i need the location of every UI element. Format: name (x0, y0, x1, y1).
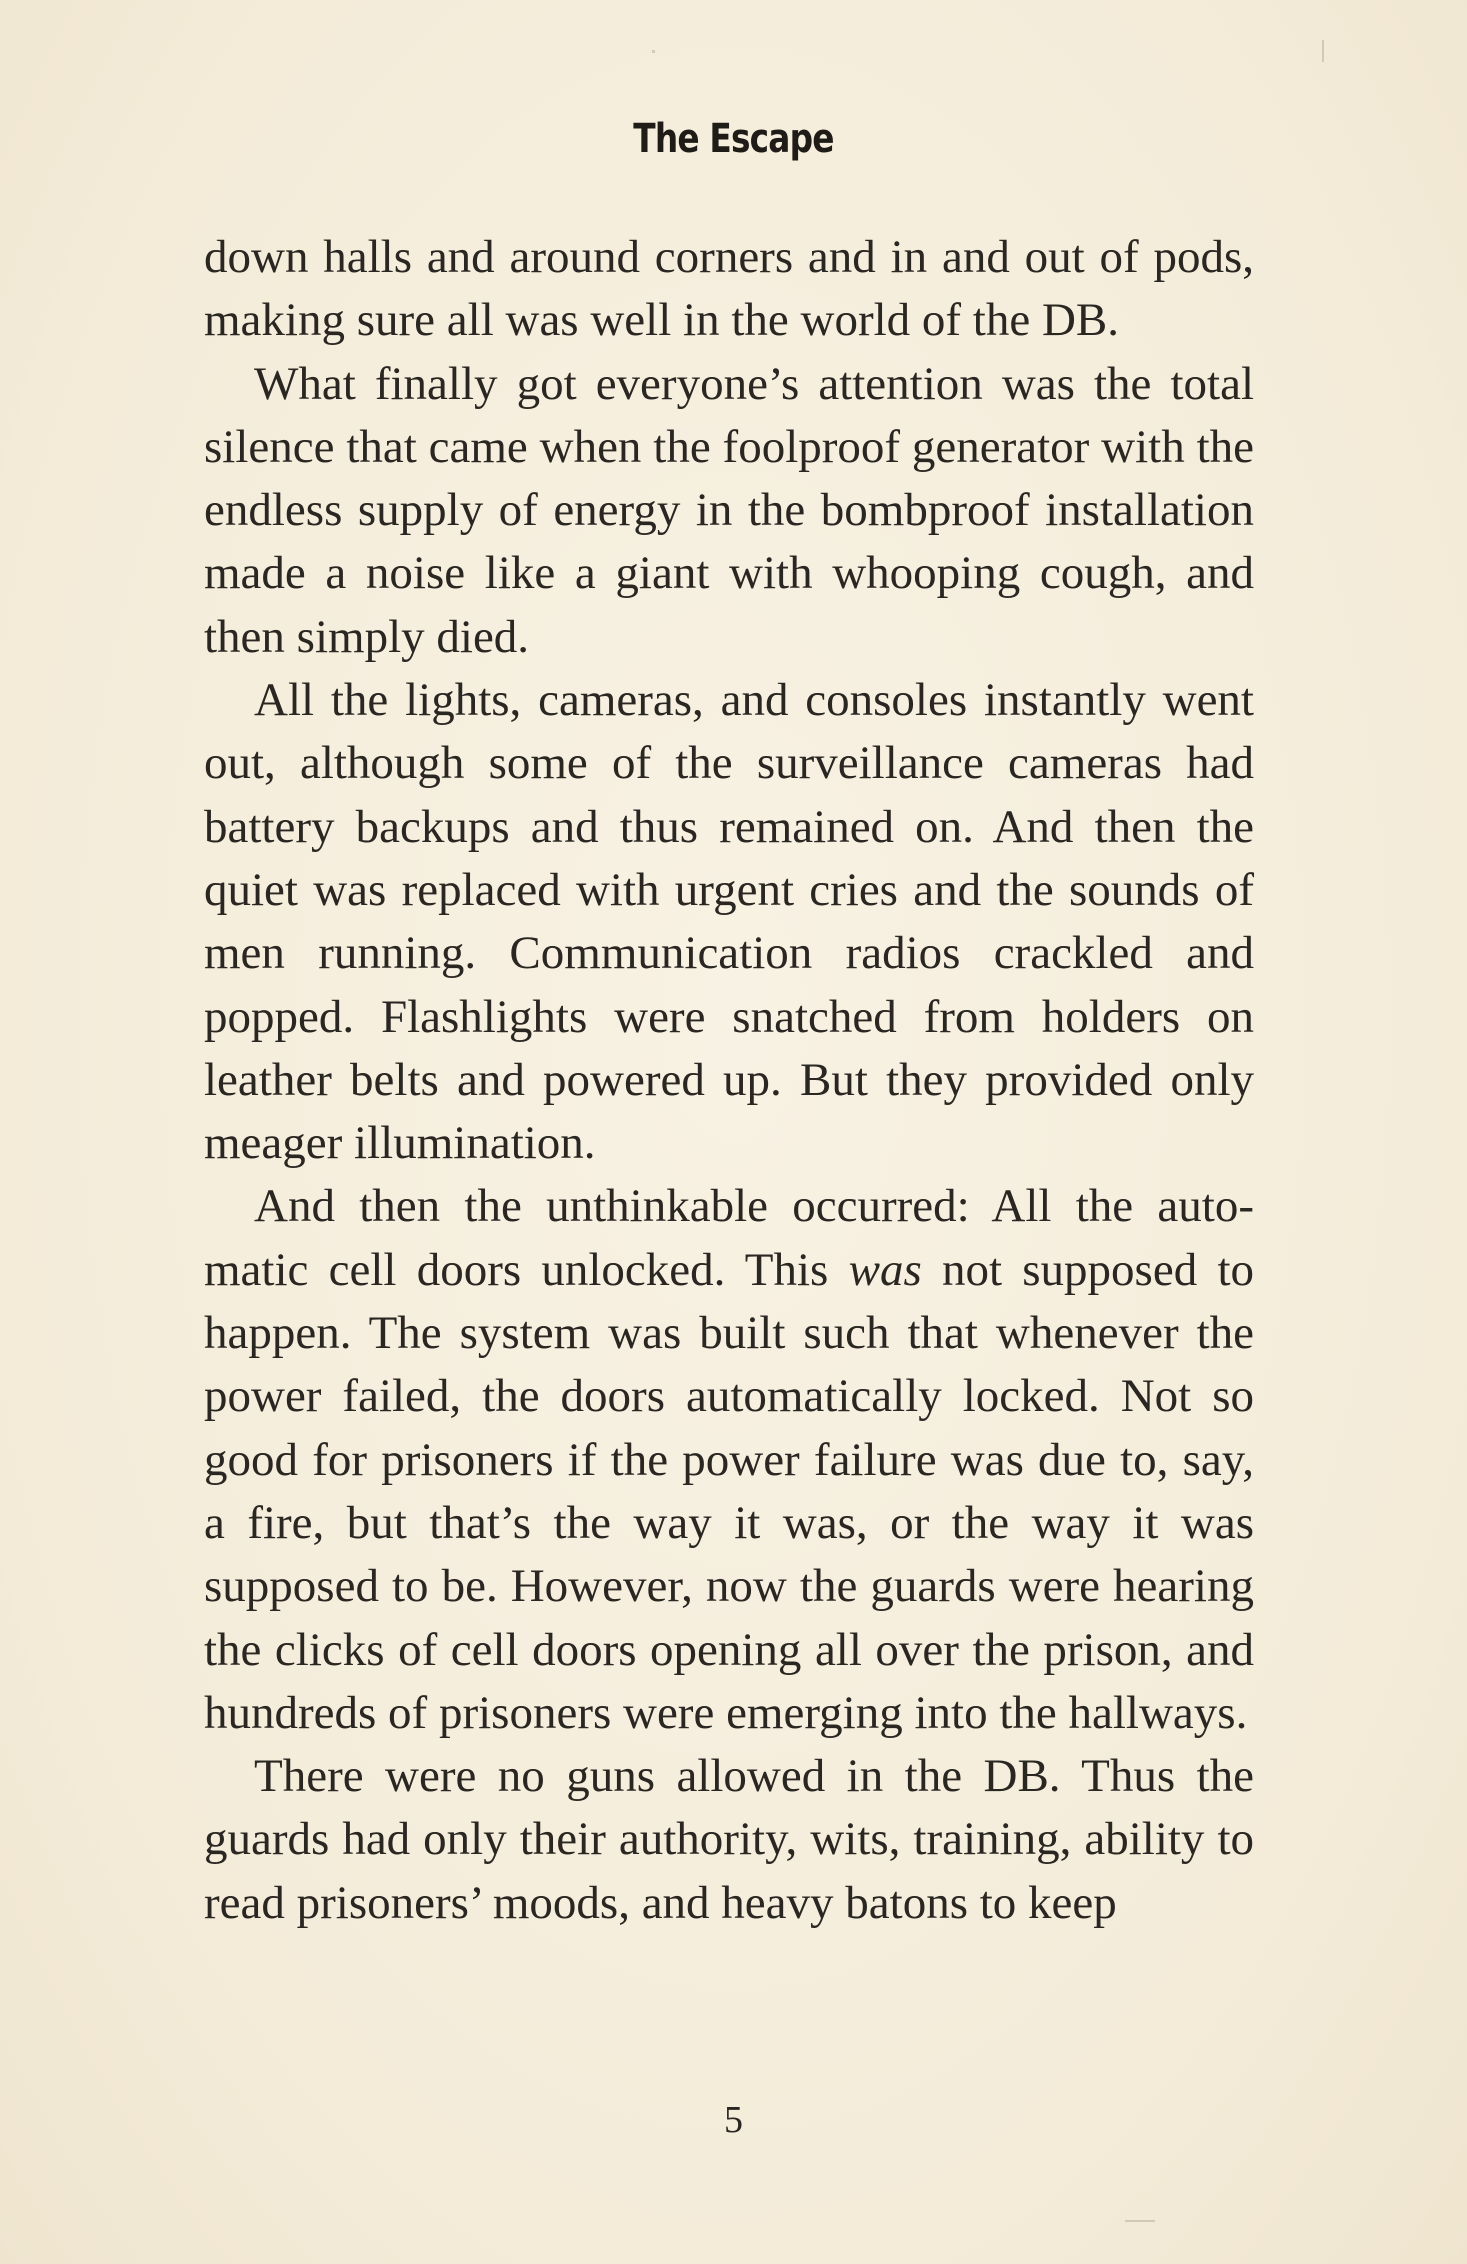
body-text (204, 226, 1254, 1935)
paragraph: There were no guns allowed in the DB. Thus the guards had only their authority, wits, training, ability to read prisoners’ moods, and heavy batons to keep (204, 1750, 1254, 1929)
paragraph-text: not supposed to happen. The system was built such that whenever the power failed, the doors automatically locked. Not so good for prisoners if the power failure was due to, say, a fire, but that’s the way it was, or the way it was supposed to be. However, now the guards were hearing the clicks of cell doors opening all over the prison, and hundreds of prisoners were emerging into the hallways. (204, 1243, 1254, 1739)
paper-speck (1322, 40, 1324, 62)
emphasized-word: was (848, 1243, 922, 1296)
paper-speck (652, 50, 655, 53)
page-number: 5 (724, 2099, 743, 2141)
paragraph: All the lights, cameras, and consoles instantly went out, although some of the surveillance cameras had battery backups and thus remained on. And then the quiet was replaced with urgent cries and the sounds of men running. Communication radios crackled and popped. Flashlights were snatched from holders on leather belts and powered up. But they provided only meager illumination. (204, 674, 1254, 1170)
paragraph: down halls and around corners and in and out of pods, making sure all was well in the world of the DB. (204, 231, 1254, 347)
paragraph: What finally got everyone’s attention was the total silence that came when the foolproof generator with the endless supply of energy in the bombproof installation made a noise like a giant with whooping cough, and then simply died. (204, 357, 1254, 663)
running-head: The Escape (633, 116, 834, 162)
paragraph-text: And then the unthinkable occurred: All the automatic cell doors unlocked. This (204, 1180, 1254, 1296)
paragraph (204, 1175, 1254, 1745)
paper-speck (1125, 2220, 1155, 2222)
